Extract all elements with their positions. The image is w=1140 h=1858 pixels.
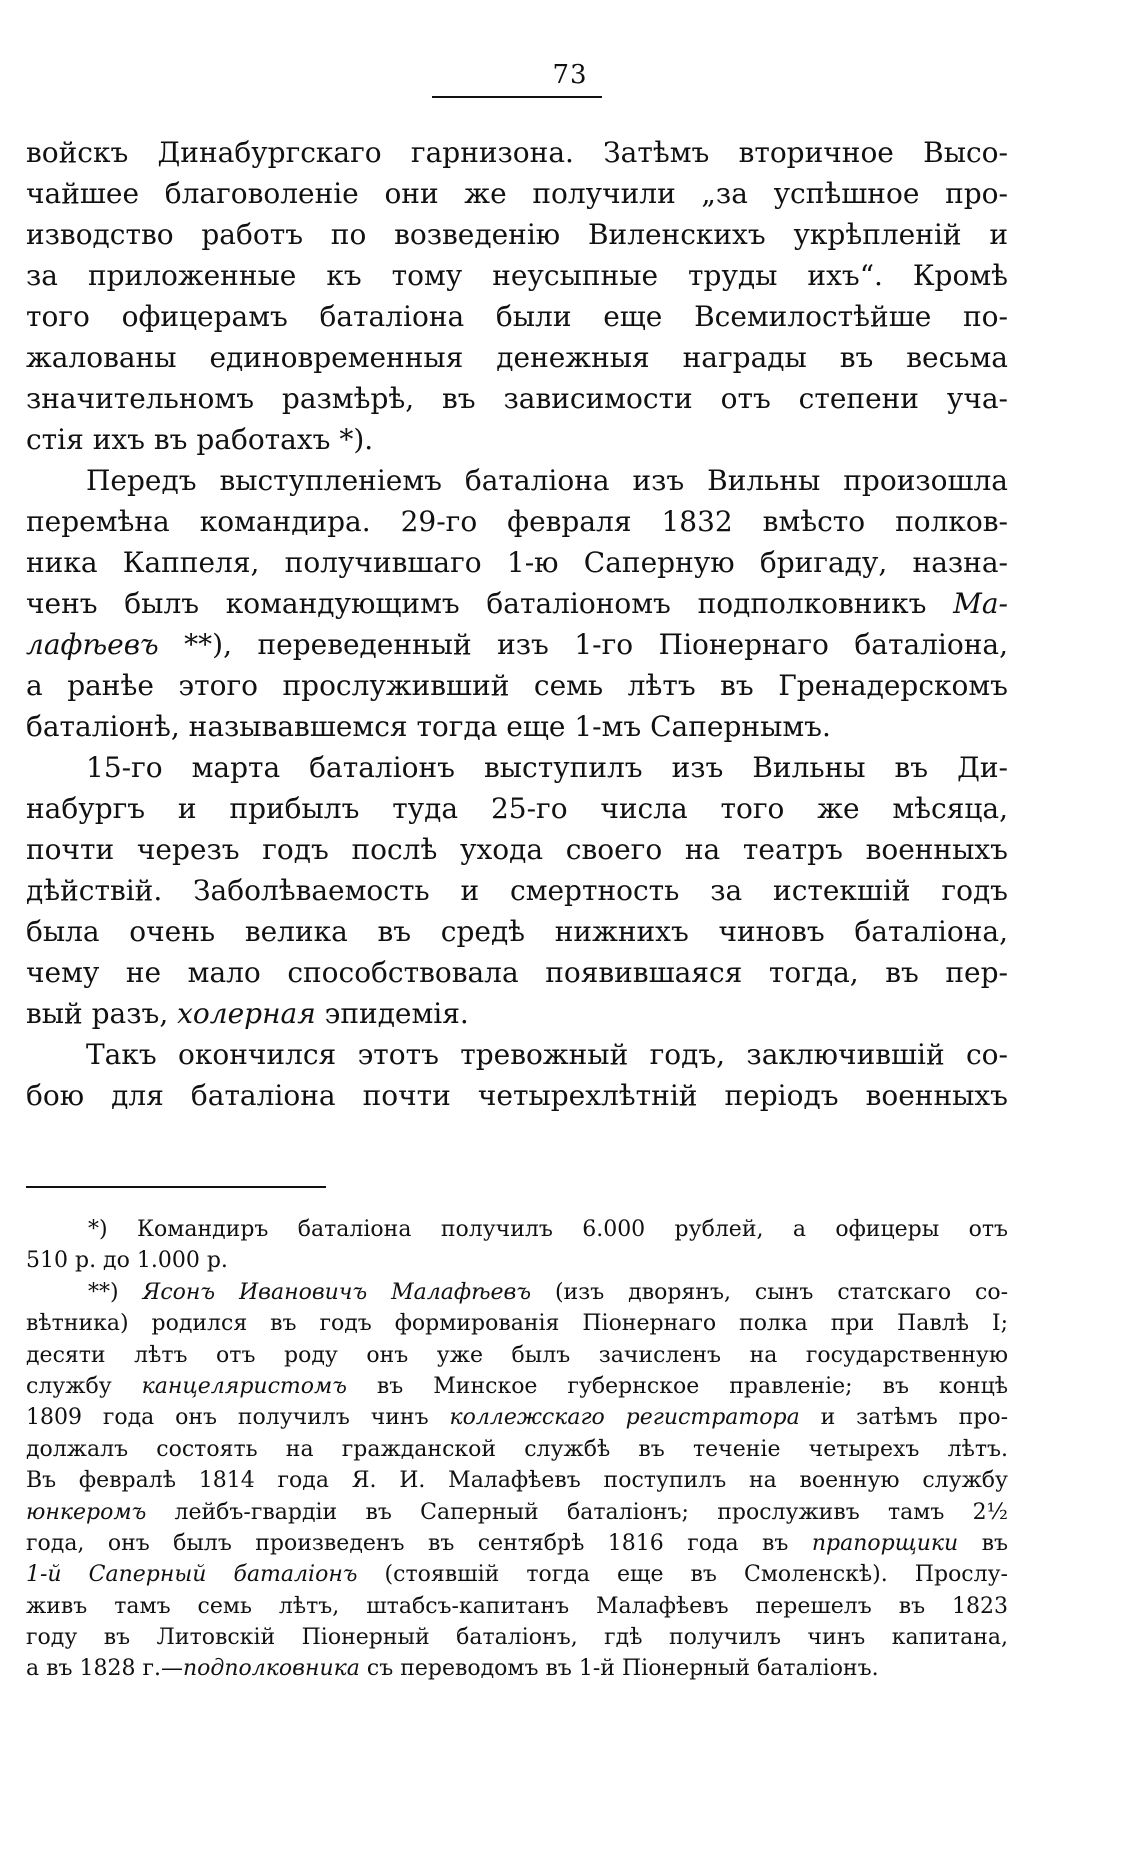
body-text xyxy=(26,132,1008,1116)
page-number: 73 xyxy=(552,60,588,90)
text-line: чему не мало способствовала появившаяся тогда, въ пер- xyxy=(26,956,1008,989)
footnote-line: Въ февралѣ 1814 года Я. И. Малафѣевъ поступилъ на военную службу xyxy=(26,1468,1008,1494)
text-line: за приложенные къ тому неусыпные труды ихъ“. Кромѣ xyxy=(26,259,1008,292)
footnote-line: **) Ясонъ Ивановичъ Малафѣевъ (изъ дворянъ, сынъ статскаго со- xyxy=(88,1279,1009,1305)
text-line: а ранѣе этого прослуживший семь лѣтъ въ Гренадерскомъ xyxy=(26,669,1008,702)
footnote-line: десяти лѣтъ отъ роду онъ уже былъ зачисленъ на государственную xyxy=(26,1342,1008,1368)
footnotes xyxy=(26,1214,1008,1685)
text-line: Такъ окончился этотъ тревожный годъ, заключившій со- xyxy=(86,1038,1008,1071)
text-line: набургъ и прибылъ туда 25-го числа того же мѣсяца, xyxy=(26,792,1008,825)
text-line: Передъ выступленіемъ баталіона изъ Вильны произошла xyxy=(86,464,1008,497)
footnote-line: 1-й Саперный баталіонъ (стоявшій тогда еще въ Смоленскѣ). Прослу- xyxy=(26,1562,1008,1588)
text-line: войскъ Динабургскаго гарнизона. Затѣмъ вторичное Высо- xyxy=(26,136,1008,169)
footnote-line: живъ тамъ семь лѣтъ, штабсъ-капитанъ Малафѣевъ перешелъ въ 1823 xyxy=(26,1593,1008,1619)
text-line: перемѣна командира. 29-го февраля 1832 вмѣсто полков- xyxy=(26,505,1008,538)
text-line: того офицерамъ баталіона были еще Всемилостѣйше по- xyxy=(26,300,1008,333)
footnote-line: 1809 года онъ получилъ чинъ коллежскаго регистратора и затѣмъ про- xyxy=(26,1405,1009,1431)
text-line: баталіонѣ, называвшемся тогда еще 1-мъ Сапернымъ. xyxy=(26,710,831,743)
footnote-line: года, онъ былъ произведенъ въ сентябрѣ 1816 года въ прапорщики въ xyxy=(26,1530,1008,1556)
text-line: стія ихъ въ работахъ *). xyxy=(26,423,374,456)
footnote-rule xyxy=(26,1186,326,1188)
footnote-line: юнкеромъ лейбъ-гвардіи въ Саперный баталіонъ; прослуживъ тамъ 2½ xyxy=(26,1499,1008,1525)
text-line: ника Каппеля, получившаго 1-ю Саперную бригаду, назна- xyxy=(26,546,1008,579)
footnote-line: году въ Литовскій Піонерный баталіонъ, гдѣ получилъ чинъ капитана, xyxy=(26,1625,1008,1651)
text-line: чайшее благоволеніе они же получили „за успѣшное про- xyxy=(26,177,1008,210)
text-line: изводство работъ по возведенію Виленскихъ укрѣпленій и xyxy=(26,218,1008,251)
footnote-line: 510 р. до 1.000 р. xyxy=(26,1248,228,1274)
text-line: значительномъ размѣрѣ, въ зависимости отъ степени уча- xyxy=(26,382,1008,415)
footnote-line: а въ 1828 г.—подполковника съ переводомъ въ 1-й Піонерный баталіонъ. xyxy=(26,1656,879,1682)
text-line: вый разъ, холерная эпидемія. xyxy=(26,997,469,1030)
footnote-line: службу канцеляристомъ въ Минское губернское правленіе; въ концѣ xyxy=(26,1373,1008,1399)
text-line: 15-го марта баталіонъ выступилъ изъ Вильны въ Ди- xyxy=(86,751,1008,784)
page-number-rule xyxy=(432,96,602,98)
text-line: дѣйствій. Заболѣваемость и смертность за истекшій годъ xyxy=(26,874,1008,907)
text-line: жалованы единовременныя денежныя награды въ весьма xyxy=(26,341,1008,374)
text-line: бою для баталіона почти четырехлѣтній періодъ военныхъ xyxy=(26,1079,1008,1112)
footnote-line: вѣтника) родился въ годъ формированія Піонернаго полка при Павлѣ I; xyxy=(26,1311,1008,1337)
text-line: была очень велика въ средѣ нижнихъ чиновъ баталіона, xyxy=(26,915,1008,948)
footnote-line: должалъ состоять на гражданской службѣ въ теченіе четырехъ лѣтъ. xyxy=(26,1436,1008,1462)
text-line: лафѣевъ **), переведенный изъ 1-го Піонернаго баталіона, xyxy=(26,628,1008,661)
text-line: ченъ былъ командующимъ баталіономъ подполковникъ Ма- xyxy=(26,587,1008,620)
footnote-line: *) Командиръ баталіона получилъ 6.000 рублей, а офицеры отъ xyxy=(88,1217,1008,1242)
text-line: почти черезъ годъ послѣ ухода своего на театръ военныхъ xyxy=(26,833,1008,866)
